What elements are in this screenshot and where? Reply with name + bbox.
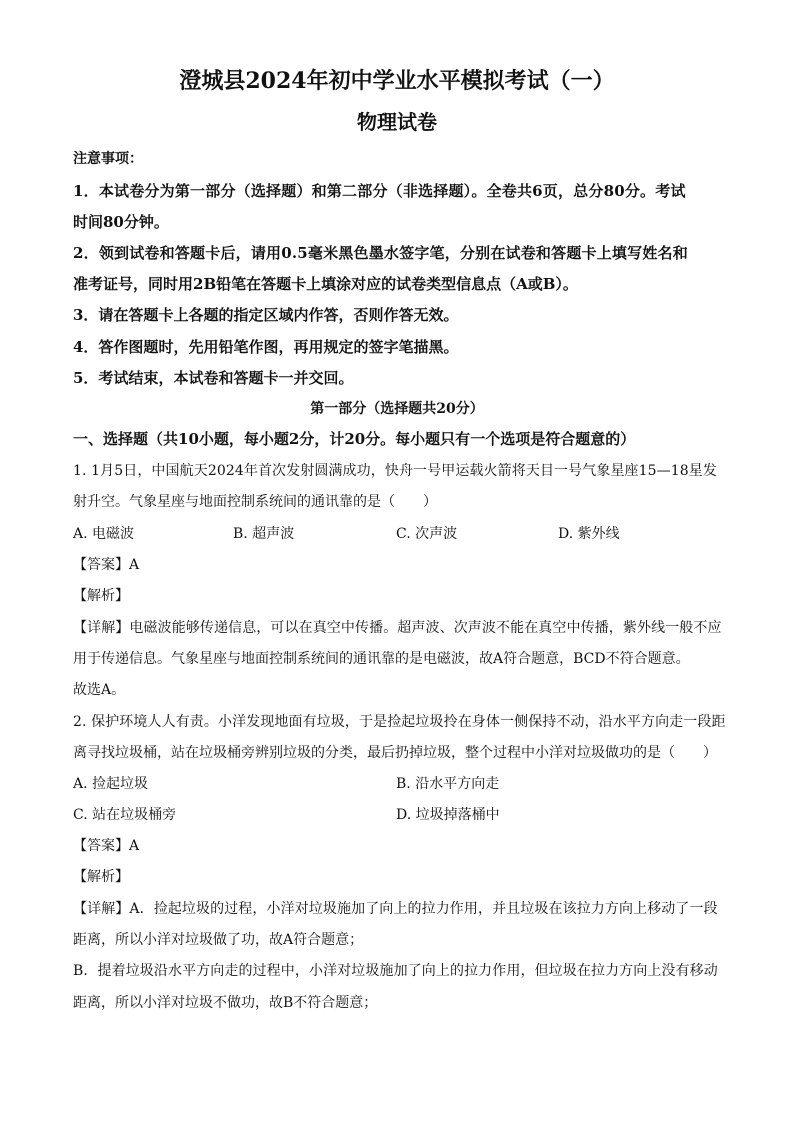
notice-line: 准考证号，同时用2B铅笔在答题卡上填涂对应的试卷类型信息点（A或B）。 — [73, 275, 578, 293]
notice-line: 时间80分钟。 — [73, 213, 169, 231]
notice-heading: 注意事项： — [73, 151, 143, 167]
exam-subject: 物理试卷 — [357, 110, 437, 134]
question-2-option-c: C. 站在垃圾桶旁 — [73, 807, 177, 823]
question-1-stem: 射升空。气象星座与地面控制系统间的通讯靠的是（ ） — [73, 494, 437, 510]
question-1-option-c: C. 次声波 — [396, 526, 458, 542]
question-1-stem: 1. 1月5日，中国航天2024年首次发射圆满成功，快舟一号甲运载火箭将天目一号气象星座15—18星发 — [73, 463, 717, 479]
question-2-option-a: A. 捡起垃圾 — [73, 776, 149, 792]
question-2-detail: 距离，所以小洋对垃圾做了功，故A符合题意； — [73, 932, 364, 948]
part-heading: 第一部分（选择题共20分） — [310, 401, 484, 417]
notice-line: 4．答作图题时，先用铅笔作图，再用规定的签字笔描黑。 — [73, 338, 459, 356]
question-2-option-d: D. 垃圾掉落桶中 — [396, 807, 500, 823]
question-1-detail: 故选A。 — [73, 682, 126, 698]
question-1-option-a: A. 电磁波 — [73, 526, 135, 542]
question-2-detail: 【详解】A．捡起垃圾的过程，小洋对垃圾施加了向上的拉力作用，并且垃圾在该拉力方向上移动了一段 — [73, 901, 718, 917]
question-1-detail: 用于传递信息。气象星座与地面控制系统间的通讯靠的是电磁波，故A符合题意，BCD不符合题意。 — [73, 651, 690, 667]
notice-line: 2．领到试卷和答题卡后，请用0.5毫米黑色墨水签字笔，分别在试卷和答题卡上填写姓名和 — [73, 244, 688, 262]
question-1-option-b: B. 超声波 — [233, 526, 295, 542]
section-heading: 一、选择题（共10小题，每小题2分，计20分。每小题只有一个选项是符合题意的） — [73, 430, 636, 448]
question-2-answer: 【答案】A — [73, 838, 140, 854]
notice-line: 3．请在答题卡上各题的指定区域内作答，否则作答无效。 — [73, 306, 459, 324]
question-2-stem: 2. 保护环境人人有责。小洋发现地面有垃圾，于是捡起垃圾拎在身体一侧保持不动，沿水平方向走一段距 — [73, 714, 726, 730]
question-2-detail: B．提着垃圾沿水平方向走的过程中，小洋对垃圾施加了向上的拉力作用，但垃圾在拉力方向上没有移动 — [73, 963, 718, 979]
question-1-analysis: 【解析】 — [73, 588, 129, 604]
question-2-analysis: 【解析】 — [73, 869, 129, 885]
notice-line: 5．考试结束，本试卷和答题卡一并交回。 — [73, 369, 354, 387]
question-2-option-b: B. 沿水平方向走 — [396, 776, 500, 792]
exam-title: 澄城县2024年初中学业水平模拟考试（一） — [179, 68, 615, 94]
question-2-stem: 离寻找垃圾桶，站在垃圾桶旁辨别垃圾的分类，最后扔掉垃圾，整个过程中小洋对垃圾做功的是（ ） — [73, 745, 717, 761]
question-2-detail: 距离，所以小洋对垃圾不做功，故B不符合题意； — [73, 995, 378, 1011]
notice-line: 1．本试卷分为第一部分（选择题）和第二部分（非选择题）。全卷共6页，总分80分。考试 — [73, 182, 686, 200]
question-1-answer: 【答案】A — [73, 557, 140, 573]
question-1-option-d: D. 紫外线 — [558, 526, 620, 542]
question-1-detail: 【详解】电磁波能够传递信息，可以在真空中传播。超声波、次声波不能在真空中传播，紫外线一般不应 — [73, 620, 722, 636]
